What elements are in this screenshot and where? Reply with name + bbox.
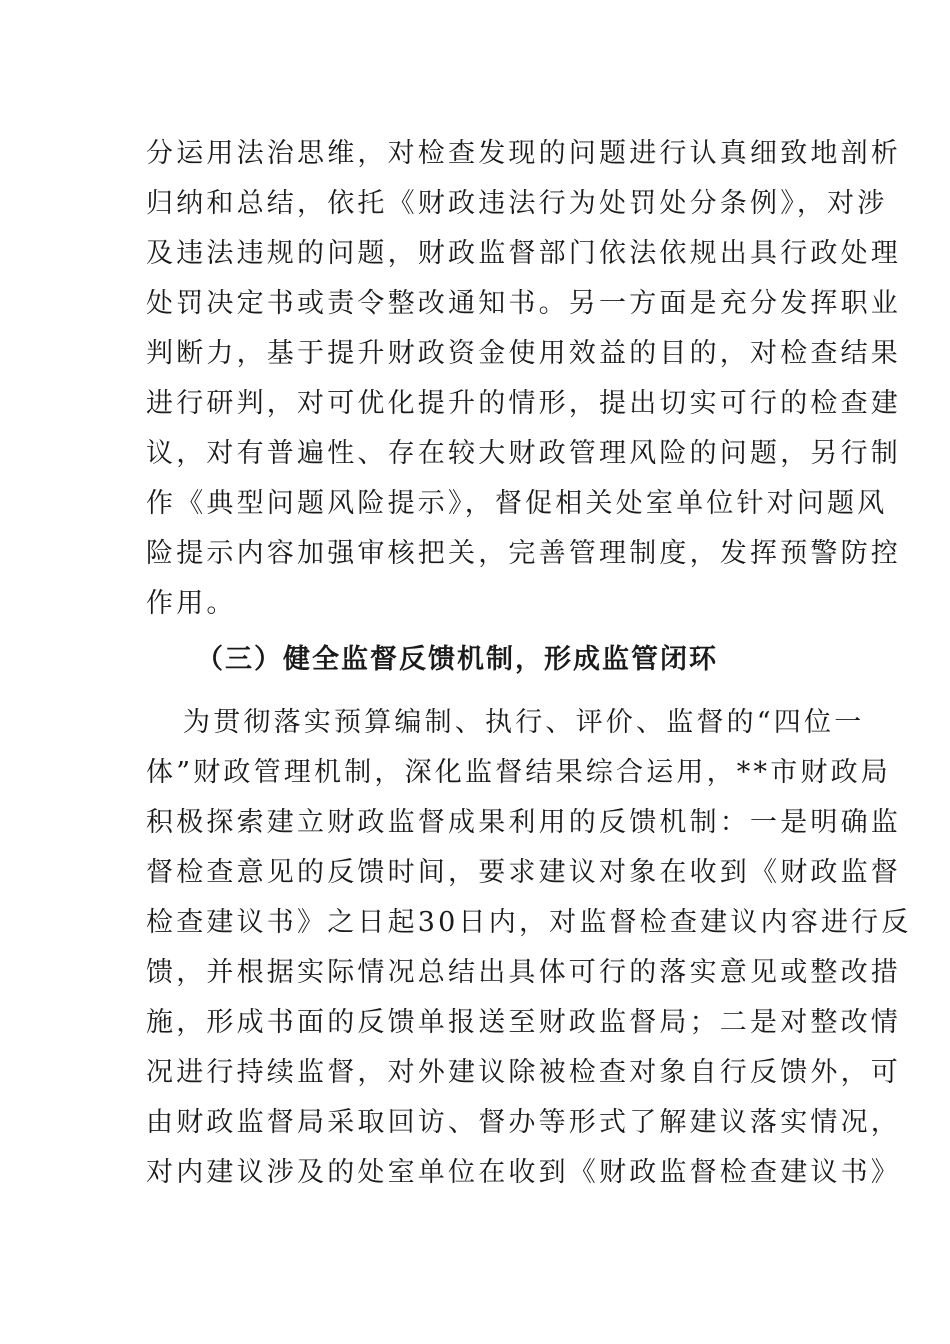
paragraph-line: 归纳和总结，依托《财政违法行为处罚处分条例》，对涉 xyxy=(146,188,888,219)
paragraph-line: 由财政监督局采取回访、督办等形式了解建议落实情况， xyxy=(146,1107,901,1138)
paragraph-line: 处罚决定书或责令整改通知书。另一方面是充分发挥职业 xyxy=(146,288,901,319)
paragraph-line: 施，形成书面的反馈单报送至财政监督局；二是对整改情 xyxy=(146,1007,901,1038)
paragraph-line: 险提示内容加强审核把关，完善管理制度，发挥预警防控 xyxy=(146,538,901,569)
paragraph-line: 督检查意见的反馈时间，要求建议对象在收到《财政监督 xyxy=(146,857,901,888)
paragraph-line: 对内建议涉及的处室单位在收到《财政监督检查建议书》 xyxy=(146,1157,901,1188)
paragraph-line: 体”财政管理机制，深化监督结果综合运用，**市财政局 xyxy=(146,757,892,788)
paragraph-line: 判断力，基于提升财政资金使用效益的目的，对检查结果 xyxy=(146,338,901,369)
section-heading: （三）健全监督反馈机制，形成监管闭环 xyxy=(196,644,718,675)
paragraph-line: 作《典型问题风险提示》，督促相关处室单位针对问题风 xyxy=(146,488,888,519)
paragraph-line: 议，对有普遍性、存在较大财政管理风险的问题，另行制 xyxy=(146,438,901,469)
paragraph-line: 检查建议书》之日起30日内，对监督检查建议内容进行反 xyxy=(146,907,912,938)
paragraph-line: 进行研判，对可优化提升的情形，提出切实可行的检查建 xyxy=(146,388,901,419)
paragraph-line: 及违法违规的问题，财政监督部门依法依规出具行政处理 xyxy=(146,238,901,269)
paragraph-line: 积极探索建立财政监督成果利用的反馈机制：一是明确监 xyxy=(146,807,901,838)
paragraph-line: 分运用法治思维，对检查发现的问题进行认真细致地剖析 xyxy=(146,138,901,169)
paragraph-line: 为贯彻落实预算编制、执行、评价、监督的“四位一 xyxy=(183,707,865,738)
paragraph-line: 况进行持续监督，对外建议除被检查对象自行反馈外，可 xyxy=(146,1057,901,1088)
paragraph-line: 作用。 xyxy=(146,588,237,619)
paragraph-line: 馈，并根据实际情况总结出具体可行的落实意见或整改措 xyxy=(146,957,901,988)
